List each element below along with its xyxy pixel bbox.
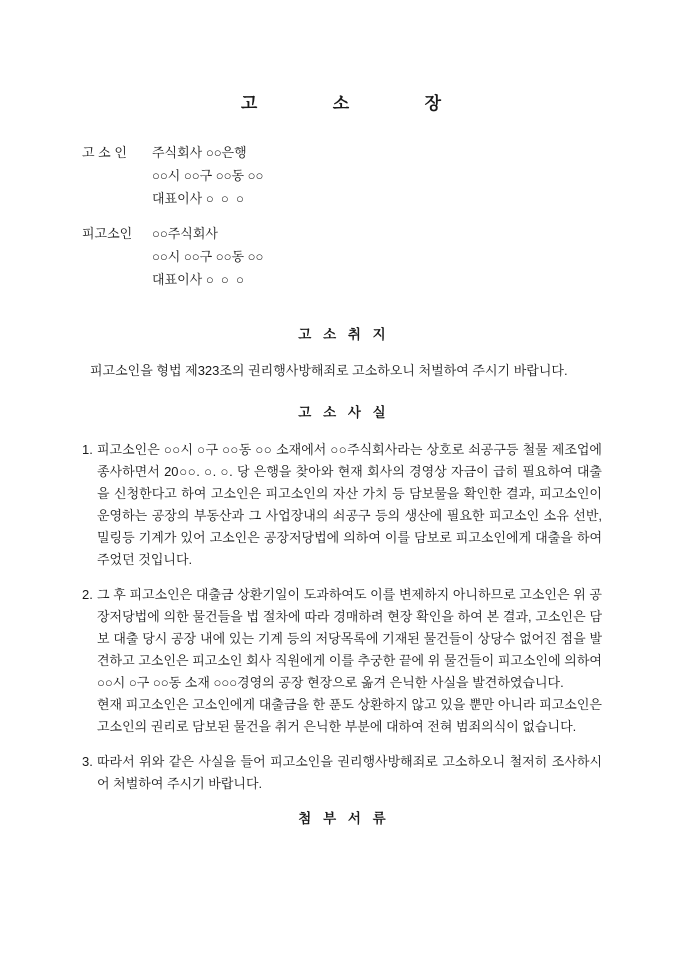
spacer bbox=[82, 187, 152, 210]
accused-name: ○○주식회사 bbox=[152, 226, 218, 241]
facts-list bbox=[82, 439, 602, 795]
complainant-ceo: 대표이사 ○ ○ ○ bbox=[152, 191, 244, 206]
section-heading-attachments: 첨 부 서 류 bbox=[298, 811, 386, 826]
spacer bbox=[82, 245, 152, 268]
fact-item-1-number: 1. bbox=[82, 442, 93, 457]
complainant-name: 주식회사 ○○은행 bbox=[152, 145, 247, 160]
spacer bbox=[82, 164, 152, 187]
accused-address-row bbox=[82, 245, 602, 268]
fact-item-3-text: 따라서 위와 같은 사실을 들어 피고소인을 권리행사방해죄로 고소하오니 철저히 조사하시어 처벌하여 주시기 바랍니다. bbox=[97, 754, 602, 791]
fact-item-1-text: 피고소인은 ○○시 ○구 ○○동 ○○ 소재에서 ○○주식회사라는 상호로 쇠공구등 철물 제조업에 종사하면서 20○○. ○. ○. 당 은행을 찾아와 현재 회사의 경영상 자금이 급히 필요하여 대출을 신청한다고 하여 고소인은 피고소인의 자산 가치 등 담보물을 확인한 결과, 피고소인이 운영하는 공장의 부동산과 그 사업장내의 쇠공구 등의 생산에 필요한 피고소인 소유 선반, 밀링등 기계가 있어 고소인은 공장저당법에 의하여 이를 담보로 피고소인에게 대출을 하여 주었던 것입니다. bbox=[97, 442, 602, 567]
fact-item-3 bbox=[82, 751, 602, 795]
fact-item-3-number: 3. bbox=[82, 754, 93, 769]
fact-item-2-text: 그 후 피고소인은 대출금 상환기일이 도과하여도 이를 변제하지 아니하므로 고소인은 위 공장저당법에 의한 물건들을 법 절차에 따라 경매하려 현장 확인을 하여 본 결과, 고소인은 담보 대출 당시 공장 내에 있는 기계 등의 저당목록에 기재된 물건들이 상당수 없어진 점을 발견하고 고소인은 피고소인 회사 직원에게 이를 추궁한 끝에 위 물건들이 피고소인에 의하여 ○○시 ○구 ○○동 소재 ○○○경영의 공장 현장으로 옮겨 은닉한 사실을 발견하였습니다. bbox=[97, 587, 602, 690]
accused-block bbox=[82, 222, 602, 291]
fact-item-2 bbox=[82, 584, 602, 738]
complainant-name-row bbox=[82, 141, 602, 164]
complainant-address-row bbox=[82, 164, 602, 187]
accused-ceo: 대표이사 ○ ○ ○ bbox=[152, 272, 244, 287]
fact-item-2-number: 2. bbox=[82, 587, 93, 602]
complainant-address: ○○시 ○○구 ○○동 ○○ bbox=[152, 168, 264, 183]
accused-role-label: 피고소인 bbox=[82, 226, 133, 241]
spacer bbox=[82, 268, 152, 291]
section-heading-facts: 고 소 사 실 bbox=[298, 405, 386, 420]
fact-item-1-body bbox=[97, 439, 602, 571]
complainant-role-label: 고 소 인 bbox=[82, 145, 127, 160]
accused-name-row bbox=[82, 222, 602, 245]
complainant-ceo-row bbox=[82, 187, 602, 210]
section-heading-purpose: 고 소 취 지 bbox=[298, 327, 386, 342]
document-title: 고 소 장 bbox=[240, 94, 444, 113]
purpose-paragraph: 피고소인을 형법 제323조의 권리행사방해죄로 고소하오니 처벌하여 주시기 바랍니다. bbox=[90, 363, 568, 378]
fact-item-1 bbox=[82, 439, 602, 571]
fact-item-2-subtext: 현재 피고소인은 고소인에게 대출금을 한 푼도 상환하지 않고 있을 뿐만 아니라 피고소인은 고소인의 권리로 담보된 물건을 취거 은닉한 부분에 대하여 전혀 범죄의식이 없습니다. bbox=[97, 697, 602, 734]
accused-address: ○○시 ○○구 ○○동 ○○ bbox=[152, 249, 264, 264]
complainant-block bbox=[82, 141, 602, 210]
fact-item-3-body bbox=[97, 751, 602, 795]
accused-ceo-row bbox=[82, 268, 602, 291]
fact-item-2-body bbox=[97, 584, 602, 738]
